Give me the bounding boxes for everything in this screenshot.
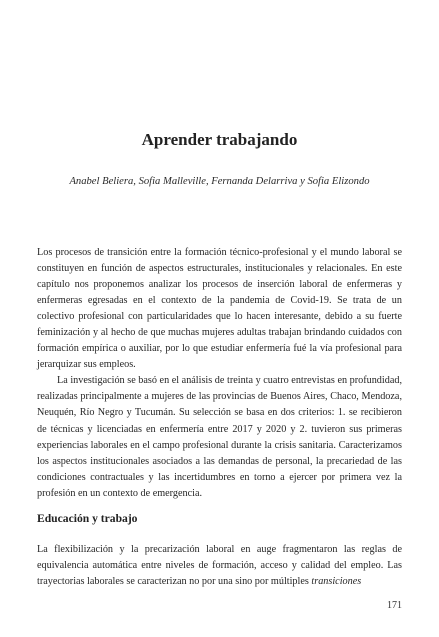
emphasis-text: transiciones [311,576,362,588]
chapter-authors: Anabel Beliera, Sofia Malleville, Fernanda Delarriva y Sofia Elizondo [69,176,370,187]
paragraph: La investigación se basó en el análisis de treinta y cuatro entrevistas en profundidad, realizadas principalmente a mujeres de las provincias de Buenos Aires, Chaco, Mendoza, Neuquén, Río Negro y Tucumán. Su selección se basa en dos criterios: 1. se recibieron de técnicas y licenciadas en enfermería entre 2017 y 2020 y 2. tuvieron sus primeras experiencias laborales en el campo profesional durante la crisis sanitaria. Caracterizamos los aspectos institucionales asociados a las demandas de personal, la precariedad de las condiciones contractuales y las incertidumbres en torno a ejercer por primera vez la profesión en un contexto de emergencia. [37,375,402,499]
paragraph-text: La flexibilización y la precarización laboral en auge fragmentaron las reglas de equivalencia automática entre niveles de formación, acceso y calidad del empleo. Las trayectorias laborales se caracterizan no por una sino por múltiples [37,544,402,588]
intro-text [37,245,402,502]
section-heading: Educación y trabajo [37,512,138,525]
paragraph [37,542,402,590]
section-text [37,542,402,590]
page-number: 171 [387,600,402,611]
paragraph: Los procesos de transición entre la formación técnico-profesional y el mundo laboral se constituyen en función de aspectos estructurales, institucionales y relacionales. En este capítulo nos proponemos analizar los procesos de inserción laboral de enfermeras y enfermeras egresadas en el contexto de la pandemia de Covid-19. Se trata de un colectivo profesional con particularidades que lo hacen interesante, debido a su fuerte feminización y al hecho de que muchas mujeres adultas trabajan brindando cuidados con formación empírica o auxiliar, por lo que estudiar enfermería fué la vía profesional para jerarquizar sus empleos. [37,247,402,371]
chapter-title: Aprender trabajando [141,130,298,149]
